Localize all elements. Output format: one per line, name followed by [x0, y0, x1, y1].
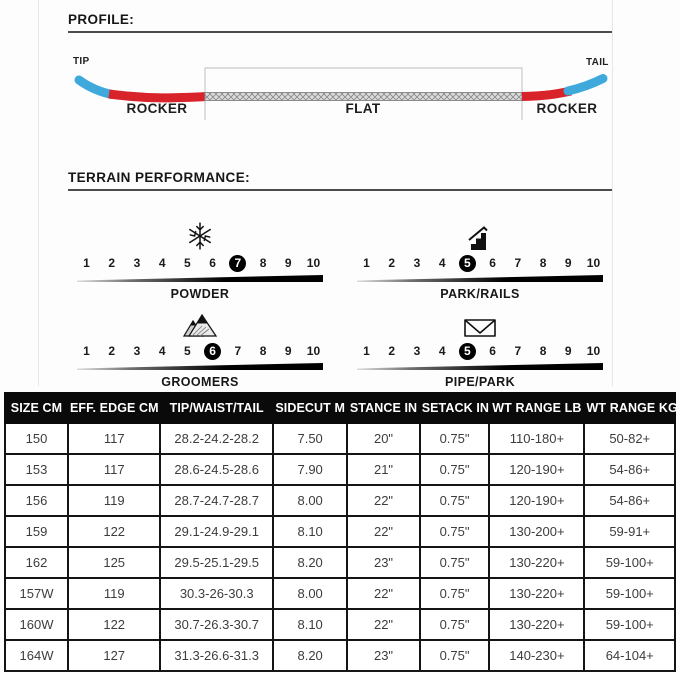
- tip-segment: [79, 80, 112, 95]
- spec-cell: 28.6-24.5-28.6: [160, 454, 273, 485]
- stairs-rail-icon: [466, 224, 494, 250]
- rating-value: 3: [133, 255, 141, 270]
- spec-row-156: [5, 485, 675, 516]
- terrain-scale-powder: [60, 214, 340, 302]
- spec-cell: 130-220+: [489, 578, 584, 609]
- rating-scale: [358, 254, 602, 272]
- spec-cell: 157W: [5, 578, 68, 609]
- spec-cell: 150: [5, 423, 68, 454]
- spec-cell: 0.75": [420, 609, 490, 640]
- rating-wedge-bar: [357, 363, 603, 370]
- spec-cell: 21": [347, 454, 419, 485]
- rating-wedge-bar: [357, 275, 603, 282]
- rating-value: 1: [363, 255, 370, 270]
- spec-col-header: SETACK IN: [420, 393, 490, 423]
- spec-cell: 28.7-24.7-28.7: [160, 485, 273, 516]
- spec-cell: 117: [68, 423, 160, 454]
- spec-cell: 8.10: [273, 516, 347, 547]
- rating-scale: [78, 254, 322, 272]
- terrain-heading: TERRAIN PERFORMANCE:: [68, 170, 250, 185]
- spec-row-160w: [5, 609, 675, 640]
- mountains-icon: [183, 314, 217, 338]
- spec-col-header: STANCE IN: [347, 393, 419, 423]
- tail-label: TAIL: [586, 57, 609, 68]
- spec-cell: 59-100+: [584, 578, 675, 609]
- terrain-scales: [60, 214, 620, 390]
- spec-col-header: TIP/WAIST/TAIL: [160, 393, 273, 423]
- spec-cell: 8.00: [273, 578, 347, 609]
- board-profile-diagram: [60, 58, 620, 130]
- spec-cell: 59-100+: [584, 547, 675, 578]
- spec-table-header-row: [5, 393, 675, 423]
- spec-cell: 7.90: [273, 454, 347, 485]
- spec-cell: 30.7-26.3-30.7: [160, 609, 273, 640]
- rating-value-active: 5: [459, 343, 476, 360]
- rating-value: 1: [363, 343, 370, 358]
- rating-value: 7: [514, 255, 522, 270]
- snowflake-icon: [187, 222, 213, 250]
- zone-label-rocker-right: ROCKER: [536, 101, 598, 116]
- rating-value: 5: [184, 343, 191, 358]
- stairs-rail-icon-box: [466, 214, 494, 250]
- spec-cell: 162: [5, 547, 68, 578]
- mountains-icon-box: [183, 302, 217, 338]
- rating-value: 2: [388, 343, 396, 358]
- rating-value: 7: [514, 343, 522, 358]
- spec-cell: 8.10: [273, 609, 347, 640]
- rating-value: 9: [564, 255, 572, 270]
- spec-col-header: WT RANGE KG: [584, 393, 675, 423]
- rating-wedge-bar: [77, 275, 323, 282]
- spec-row-164w: [5, 640, 675, 671]
- spec-cell: 50-82+: [584, 423, 675, 454]
- spec-cell: 122: [68, 609, 160, 640]
- spec-cell: 159: [5, 516, 68, 547]
- rating-value: 4: [158, 255, 166, 270]
- scale-label: POWDER: [170, 287, 230, 301]
- spec-col-header: WT RANGE LB: [489, 393, 584, 423]
- spec-cell: 164W: [5, 640, 68, 671]
- spec-cell: 0.75": [420, 423, 490, 454]
- scale-label: PIPE/PARK: [444, 375, 516, 389]
- rating-value: 8: [259, 255, 267, 270]
- spec-cell: 130-220+: [489, 547, 584, 578]
- tip-label: TIP: [73, 56, 90, 67]
- rating-value: 3: [413, 343, 421, 358]
- spec-row-162: [5, 547, 675, 578]
- spec-cell: 0.75": [420, 547, 490, 578]
- rating-value: 4: [438, 255, 446, 270]
- spec-cell: 22": [347, 578, 419, 609]
- spec-cell: 20": [347, 423, 419, 454]
- rating-value: 9: [564, 343, 572, 358]
- spec-cell: 7.50: [273, 423, 347, 454]
- rating-value: 3: [413, 255, 421, 270]
- tail-segment: [568, 79, 603, 92]
- spec-cell: 31.3-26.6-31.3: [160, 640, 273, 671]
- spec-cell: 122: [68, 516, 160, 547]
- rating-value: 8: [259, 343, 267, 358]
- rating-value: 10: [306, 343, 321, 358]
- spec-cell: 130-220+: [489, 609, 584, 640]
- rating-scale: [358, 342, 602, 360]
- rocker-left-segment: [109, 94, 207, 98]
- spec-cell: 156: [5, 485, 68, 516]
- spec-row-157w: [5, 578, 675, 609]
- halfpipe-icon-box: [463, 302, 497, 338]
- spec-cell: 28.2-24.2-28.2: [160, 423, 273, 454]
- rating-value: 10: [586, 255, 601, 270]
- rating-value-active: 7: [229, 255, 246, 272]
- rating-scale: [78, 342, 322, 360]
- left-edge-divider: [38, 0, 39, 386]
- rating-value: 3: [133, 343, 141, 358]
- rating-value-active: 6: [204, 343, 221, 360]
- spec-cell: 0.75": [420, 516, 490, 547]
- spec-cell: 54-86+: [584, 454, 675, 485]
- rating-value-active: 5: [459, 255, 476, 272]
- spec-cell: 8.20: [273, 547, 347, 578]
- zone-label-flat: FLAT: [345, 101, 381, 116]
- spec-cell: 125: [68, 547, 160, 578]
- rating-value: 6: [209, 255, 216, 270]
- spec-cell: 23": [347, 547, 419, 578]
- spec-cell: 120-190+: [489, 454, 584, 485]
- rating-value: 8: [539, 343, 547, 358]
- rating-value: 10: [306, 255, 321, 270]
- spec-cell: 0.75": [420, 454, 490, 485]
- profile-rule: [68, 31, 612, 33]
- spec-cell: 22": [347, 485, 419, 516]
- spec-cell: 59-100+: [584, 609, 675, 640]
- spec-cell: 119: [68, 578, 160, 609]
- rating-value: 5: [184, 255, 191, 270]
- size-spec-table: [4, 392, 676, 672]
- spec-cell: 160W: [5, 609, 68, 640]
- rating-value: 6: [489, 343, 496, 358]
- profile-heading: PROFILE:: [68, 12, 135, 27]
- rating-value: 8: [539, 255, 547, 270]
- terrain-scale-pipe-park: [340, 302, 620, 390]
- rating-wedge-bar: [77, 363, 323, 370]
- rating-value: 2: [108, 255, 116, 270]
- spec-col-header: SIDECUT M: [273, 393, 347, 423]
- spec-cell: 119: [68, 485, 160, 516]
- spec-cell: 64-104+: [584, 640, 675, 671]
- rating-value: 2: [108, 343, 116, 358]
- spec-cell: 23": [347, 640, 419, 671]
- terrain-rule: [68, 189, 612, 191]
- rating-value: 4: [438, 343, 446, 358]
- rating-value: 1: [83, 255, 90, 270]
- halfpipe-icon: [463, 318, 497, 338]
- spec-cell: 0.75": [420, 485, 490, 516]
- spec-row-150: [5, 423, 675, 454]
- spec-cell: 127: [68, 640, 160, 671]
- rating-value: 10: [586, 343, 601, 358]
- rating-value: 2: [388, 255, 396, 270]
- terrain-scale-park-rails: [340, 214, 620, 302]
- spec-cell: 8.20: [273, 640, 347, 671]
- spec-col-header: SIZE CM: [5, 393, 68, 423]
- spec-cell: 153: [5, 454, 68, 485]
- spec-cell: 8.00: [273, 485, 347, 516]
- spec-cell: 140-230+: [489, 640, 584, 671]
- zone-label-rocker-left: ROCKER: [126, 101, 188, 116]
- spec-cell: 22": [347, 609, 419, 640]
- spec-cell: 130-200+: [489, 516, 584, 547]
- spec-cell: 0.75": [420, 640, 490, 671]
- spec-cell: 110-180+: [489, 423, 584, 454]
- spec-cell: 117: [68, 454, 160, 485]
- spec-cell: 30.3-26-30.3: [160, 578, 273, 609]
- rating-value: 7: [234, 343, 242, 358]
- rating-value: 9: [284, 343, 292, 358]
- rating-value: 9: [284, 255, 292, 270]
- spec-cell: 120-190+: [489, 485, 584, 516]
- flat-segment-hatch: [205, 93, 522, 101]
- snowflake-icon-box: [187, 214, 213, 250]
- terrain-scale-groomers: [60, 302, 340, 390]
- spec-cell: 22": [347, 516, 419, 547]
- rating-value: 6: [489, 255, 496, 270]
- spec-cell: 0.75": [420, 578, 490, 609]
- spec-cell: 59-91+: [584, 516, 675, 547]
- spec-cell: 54-86+: [584, 485, 675, 516]
- scale-label: GROOMERS: [161, 375, 239, 389]
- spec-row-159: [5, 516, 675, 547]
- spec-row-153: [5, 454, 675, 485]
- spec-cell: 29.5-25.1-29.5: [160, 547, 273, 578]
- spec-col-header: EFF. EDGE CM: [68, 393, 160, 423]
- rating-value: 4: [158, 343, 166, 358]
- scale-label: PARK/RAILS: [440, 287, 520, 301]
- spec-cell: 29.1-24.9-29.1: [160, 516, 273, 547]
- rating-value: 1: [83, 343, 90, 358]
